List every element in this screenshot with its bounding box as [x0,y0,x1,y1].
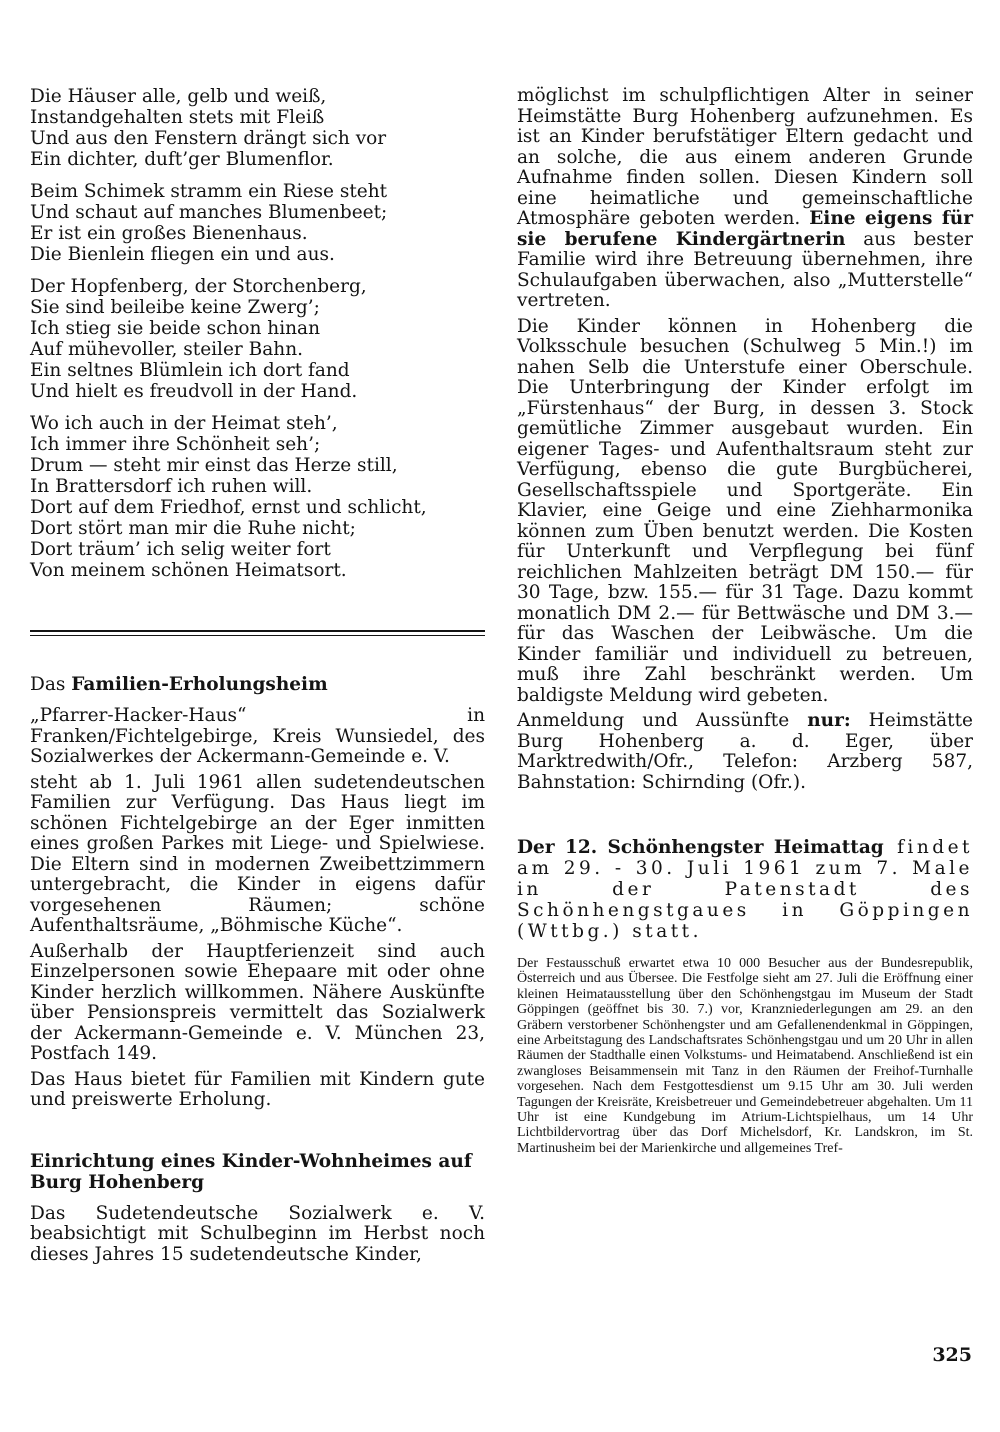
poem-line: Von meinem schönen Heimatsort. [30,560,347,581]
article-paragraph: Die Kinder können in Hohenberg die Volksschule besuchen (Schulweg 5 Min.!) im nahen Selb die Unterstufe einer Oberschule. Die Unterbringung der Kinder erfolgt im „Fürstenhaus“ der Burg, in dessen 3. Stock gemütliche Zimmer ausgebaut wurden. Ein eigener Tages- und Aufenthaltsraum steht zur Verfügung, ebenso die gute Burgbücherei, Gesellschaftsspiele und Sportgeräte. Ein Klavier, eine Geige und eine Ziehharmonika können zum Üben benutzt werden. Die Kosten für Unterkunft und Verpflegung bei fünf reichlichen Mahlzeiten beträgt DM 150.— für 30 Tage, bzw. 155.— für 31 Tage. Dazu kommt monatlich DM 2.— für Bettwäsche und DM 3.— für das Waschen der Leibwäsche. Um die Kinder familiär und individuell zu betreuen, muß ihre Zahl beschränkt werden. Um baldigste Meldung wird gebeten. [517,315,973,706]
poem-line: Sie sind beileibe keine Zwerg’; [30,297,320,318]
continued-tail: aus bester Familie wird ihre Betreuung übernehmen, ihre Schulaufgaben überwachen, also „Mutterstelle“ vertreten. [517,228,973,311]
continued-text: möglichst im schulpflichtigen Alter in seiner Heimstätte Burg Hohenberg aufzunehmen. Es ist an Kinder berufstätiger Eltern gedacht und an solche, die aus einem anderen Grunde Aufnahme finden sollen. Diesen Kindern soll eine heimatliche und gemeinschaftliche Atmosphäre geboten werden. [517,85,973,229]
poem-line: Und aus den Fenstern drängt sich vor [30,128,387,149]
article-paragraph-start: Das Sudetendeutsche Sozialwerk e. V. beabsichtigt mit Schulbeginn im Herbst noch dieses Jahres 15 sudetendeutsche Kinder, [30,1202,485,1265]
poem-line: Der Hopfenberg, der Storchenberg, [30,276,367,297]
contact-bold: nur: [807,710,851,731]
poem-line: Instandgehalten stets mit Fleiß [30,107,325,128]
article-paragraph: Außerhalb der Hauptferienzeit sind auch Einzelpersonen sowie Ehepaare mit oder ohne Kinder herzlich willkommen. Nähere Auskünfte über Pensionspreis vermittelt das Sozialwerk der Ackermann-Gemeinde e. V. München 23, Postfach 149. [30,940,485,1064]
poem-line: Dort stört man mir die Ruhe nicht; [30,518,356,539]
page-number: 325 [932,1344,972,1366]
double-rule [30,630,485,636]
poem-stanza [30,276,485,402]
article-paragraph [517,711,973,793]
poem-line: Dort auf dem Friedhof, ernst und schlicht, [30,497,427,518]
poem-line: Auf mühevoller, steiler Bahn. [30,339,303,360]
bold-phrase: Eine eigens für sie berufene Kindergärtnerin [517,208,973,250]
poem-line: Ein seltnes Blümlein ich dort fand [30,360,350,381]
poem-stanza [30,413,485,581]
poem [30,86,485,581]
poem-line: Dort träum’ ich selig weiter fort [30,539,331,560]
article-paragraph: Das Haus bietet für Familien mit Kindern gute und preiswerte Erholung. [30,1068,485,1110]
article-heading [517,837,973,942]
poem-line: Er ist ein großes Bienenhaus. [30,223,308,244]
article-heimattag [517,837,973,1156]
heading-spaced: findet am 29. - 30. Juli 1961 zum 7. Male in der Patenstadt des Schönhengstgaues in Göppingen (Wttbg.) statt. [517,837,973,942]
article-subtitle: „Pfarrer-Hacker-Haus“ in Franken/Fichtelgebirge, Kreis Wunsiedel, des Sozialwerkes der Ackermann-Gemeinde e. V. [30,705,485,767]
right-column [517,86,973,1156]
contact-prefix: Anmeldung und Aussünfte [517,710,808,731]
section-divider [30,592,485,636]
left-column [30,86,485,1265]
heading-prefix: Das [30,674,72,695]
article-heading: Einrichtung eines Kinder-Wohnheimes auf Burg Hohenberg [30,1150,472,1193]
poem-line: Ein dichter, duft’ger Blumenflor. [30,149,334,170]
article-kinder-wohnheim [30,1151,485,1266]
poem-line: Die Häuser alle, gelb und weiß, [30,86,327,107]
article-small-text: Der Festausschuß erwartet etwa 10 000 Besucher aus der Bundesrepublik, Österreich und aus Übersee. Die Festfolge sieht am 27. Juli die Eröffnung einer kleinen Heimatausstellung über den Schönhengstgau im Museum der Stadt Göppingen (geöffnet bis 30. 7.) vor, Kranzniederlegungen am 29. an den Gräbern verstorbener Schönhengster und am Gefallenendenkmal in Göppingen, eine Arbeitstagung des Landschaftsrates Schönhengstgau und um 20 Uhr in allen Räumen der Stadthalle einen Volkstums- und Heimatabend. Anschließend ist ein zwangloses Beisammensein mit Tanz in den Räumen der Freihof-Turnhalle vorgesehen. Nach dem Festgottesdienst um 9.15 Uhr am 30. Juli werden Tagungen der Kreisräte, Kreisbetreuer und Gemeindebetreuer abgehalten. Um 11 Uhr ist eine Kundgebung im Atrium-Lichtspielhaus, um 14 Uhr Lichtbildervortrag über das Dorf Michelsdorf, Kr. Landskron, im St. Martinusheim bei der Marienkirche und allgemeines Tref- [517,956,973,1156]
poem-line: In Brattersdorf ich ruhen will. [30,476,313,497]
poem-stanza [30,86,485,170]
contact-tail: Heimstätte Burg Hohenberg a. d. Eger, über Marktredwith/Ofr., Telefon: Arzberg 587, Bahnstation: Schirnding (Ofr.). [517,710,973,793]
poem-line: Und schaut auf manches Blumenbeet; [30,202,388,223]
heading-bold: Der 12. Schönhengster Heimattag [517,837,884,858]
article-familien-erholungsheim [30,674,485,1111]
poem-line: Drum — steht mir einst das Herze still, [30,455,398,476]
poem-line: Ich stieg sie beide schon hinan [30,318,320,339]
article-paragraph: steht ab 1. Juli 1961 allen sudetendeutschen Familien zur Verfügung. Das Haus liegt im schönen Fichtelgebirge an der Eger inmitten eines großen Parkes mit Liege- und Spielwiese. Die Eltern sind in modernen Zweibettzimmern untergebracht, die Kinder in eigens dafür vorgesehenen Räumen; schöne Aufenthaltsräume, „Böhmische Küche“. [30,771,485,936]
poem-line: Und hielt es freudvoll in der Hand. [30,381,358,402]
poem-line: Die Bienlein fliegen ein und aus. [30,244,335,265]
article-heading [30,674,485,695]
poem-line: Ich immer ihre Schönheit seh’; [30,434,321,455]
heading-bold: Familien-Erholungsheim [71,674,328,695]
poem-line: Beim Schimek stramm ein Riese steht [30,181,388,202]
article-paragraph-continued [517,86,973,312]
poem-line: Wo ich auch in der Heimat steh’, [30,413,338,434]
poem-stanza [30,181,485,265]
